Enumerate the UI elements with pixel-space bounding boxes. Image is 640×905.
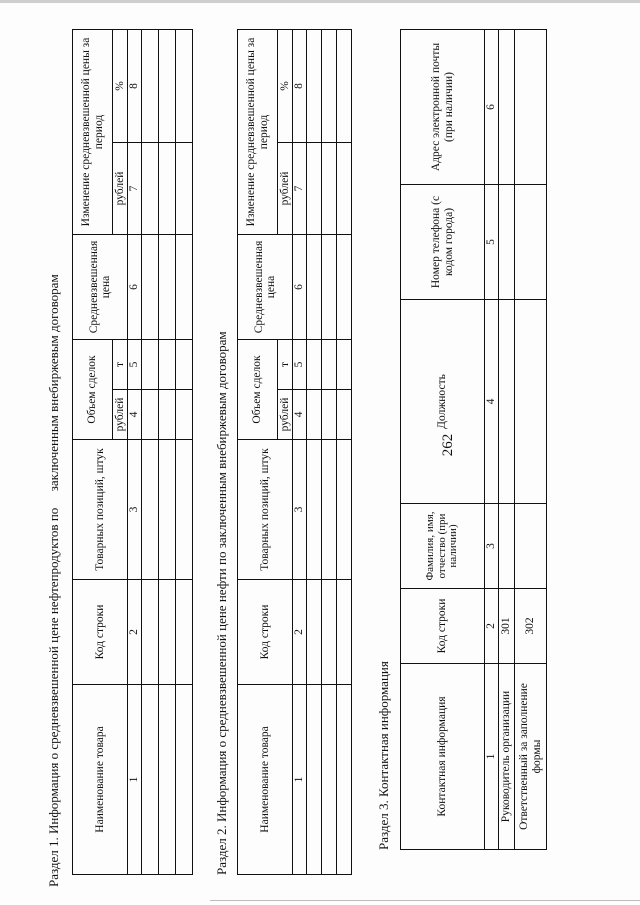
s1-header-code: Код строки xyxy=(73,580,128,685)
s3-header-email: Адрес электронной почты (при наличии) xyxy=(401,30,485,185)
s3-colnum-2: 2 xyxy=(485,589,499,664)
s3-colnum-4: 4 xyxy=(485,300,499,504)
table-row xyxy=(159,30,176,875)
section1-table xyxy=(72,29,193,875)
table-row xyxy=(515,30,547,850)
table-row xyxy=(322,30,337,875)
s2-header-volume-t: т xyxy=(278,340,293,390)
s2-colnum-8: 8 xyxy=(293,30,307,143)
s1-colnum-2: 2 xyxy=(128,580,142,685)
s3-row-head-code: 301 xyxy=(499,589,515,664)
s1-colnum-6: 6 xyxy=(128,235,142,340)
s1-colnum-5: 5 xyxy=(128,340,142,390)
table-row xyxy=(142,30,159,875)
s2-colnum-4: 4 xyxy=(293,390,307,440)
s3-header-code: Код строки xyxy=(401,589,485,664)
s2-header-change-pct: % xyxy=(278,30,293,143)
s3-row-head-label: Руководитель организации xyxy=(499,664,515,850)
s1-header-name: Наименование товара xyxy=(73,685,128,875)
s3-colnum-6: 6 xyxy=(485,30,499,185)
s1-header-volume-t: т xyxy=(113,340,128,390)
s2-colnum-1: 1 xyxy=(293,685,307,875)
s2-colnum-6: 6 xyxy=(293,235,307,340)
s1-colnum-1: 1 xyxy=(128,685,142,875)
s2-colnum-5: 5 xyxy=(293,340,307,390)
section3-heading: Раздел 3. Контактная информация xyxy=(376,661,391,850)
s2-colnum-7: 7 xyxy=(293,143,307,235)
s1-colnum-7: 7 xyxy=(128,143,142,235)
table-row xyxy=(176,30,193,875)
section2-table xyxy=(237,29,352,875)
s1-header-volume: Объем сделок xyxy=(73,340,113,440)
s2-header-volume-rub: рублей xyxy=(278,390,293,440)
s1-colnum-4: 4 xyxy=(128,390,142,440)
s1-header-change: Изменение средневзвешенной цены за период xyxy=(73,30,113,235)
table-row xyxy=(307,30,322,875)
s2-colnum-3: 3 xyxy=(293,440,307,580)
section1-heading xyxy=(46,274,62,887)
s1-header-positions: Товарных позиций, штук xyxy=(73,440,128,580)
s3-colnum-5: 5 xyxy=(485,185,499,300)
s2-header-change: Изменение средневзвешенной цены за период xyxy=(238,30,278,235)
s3-header-phone: Номер телефона (с кодом города) xyxy=(401,185,485,300)
s2-header-avg-price: Средневзвешенная цена xyxy=(238,235,293,340)
page-number: 262 xyxy=(440,433,456,457)
s1-colnum-8: 8 xyxy=(128,30,142,143)
section1-heading-part1: Раздел 1. Информация о средневзвешенной цене нефтепродуктов по xyxy=(46,507,61,887)
s3-header-position: Должность xyxy=(401,300,485,504)
section1-heading-part2: заключенным внебиржевым договорам xyxy=(46,274,61,492)
s3-header-fio: Фамилия, имя, отчество (при наличии) xyxy=(401,504,485,589)
s3-colnum-3: 3 xyxy=(485,504,499,589)
s1-header-change-pct: % xyxy=(113,30,128,143)
s2-header-name: Наименование товара xyxy=(238,685,293,875)
s3-row-resp-label: Ответственный за заполнение формы xyxy=(515,664,547,850)
s2-header-code: Код строки xyxy=(238,580,293,685)
s3-colnum-1: 1 xyxy=(485,664,499,850)
s1-header-volume-rub: рублей xyxy=(113,390,128,440)
table-row xyxy=(337,30,352,875)
s2-header-positions: Товарных позиций, штук xyxy=(238,440,293,580)
section2-heading: Раздел 2. Информация о средневзвешенной цене нефти по заключенным внебиржевым договорам xyxy=(214,331,229,875)
s3-header-contact: Контактная информация xyxy=(401,664,485,850)
s1-header-avg-price: Средневзвешенная цена xyxy=(73,235,128,340)
s2-header-change-rub: рублей xyxy=(278,143,293,235)
s2-colnum-2: 2 xyxy=(293,580,307,685)
s1-header-change-rub: рублей xyxy=(113,143,128,235)
section3-table xyxy=(400,29,547,850)
s3-row-resp-code: 302 xyxy=(515,589,547,664)
table-row xyxy=(499,30,515,850)
s1-colnum-3: 3 xyxy=(128,440,142,580)
s2-header-volume: Объем сделок xyxy=(238,340,278,440)
